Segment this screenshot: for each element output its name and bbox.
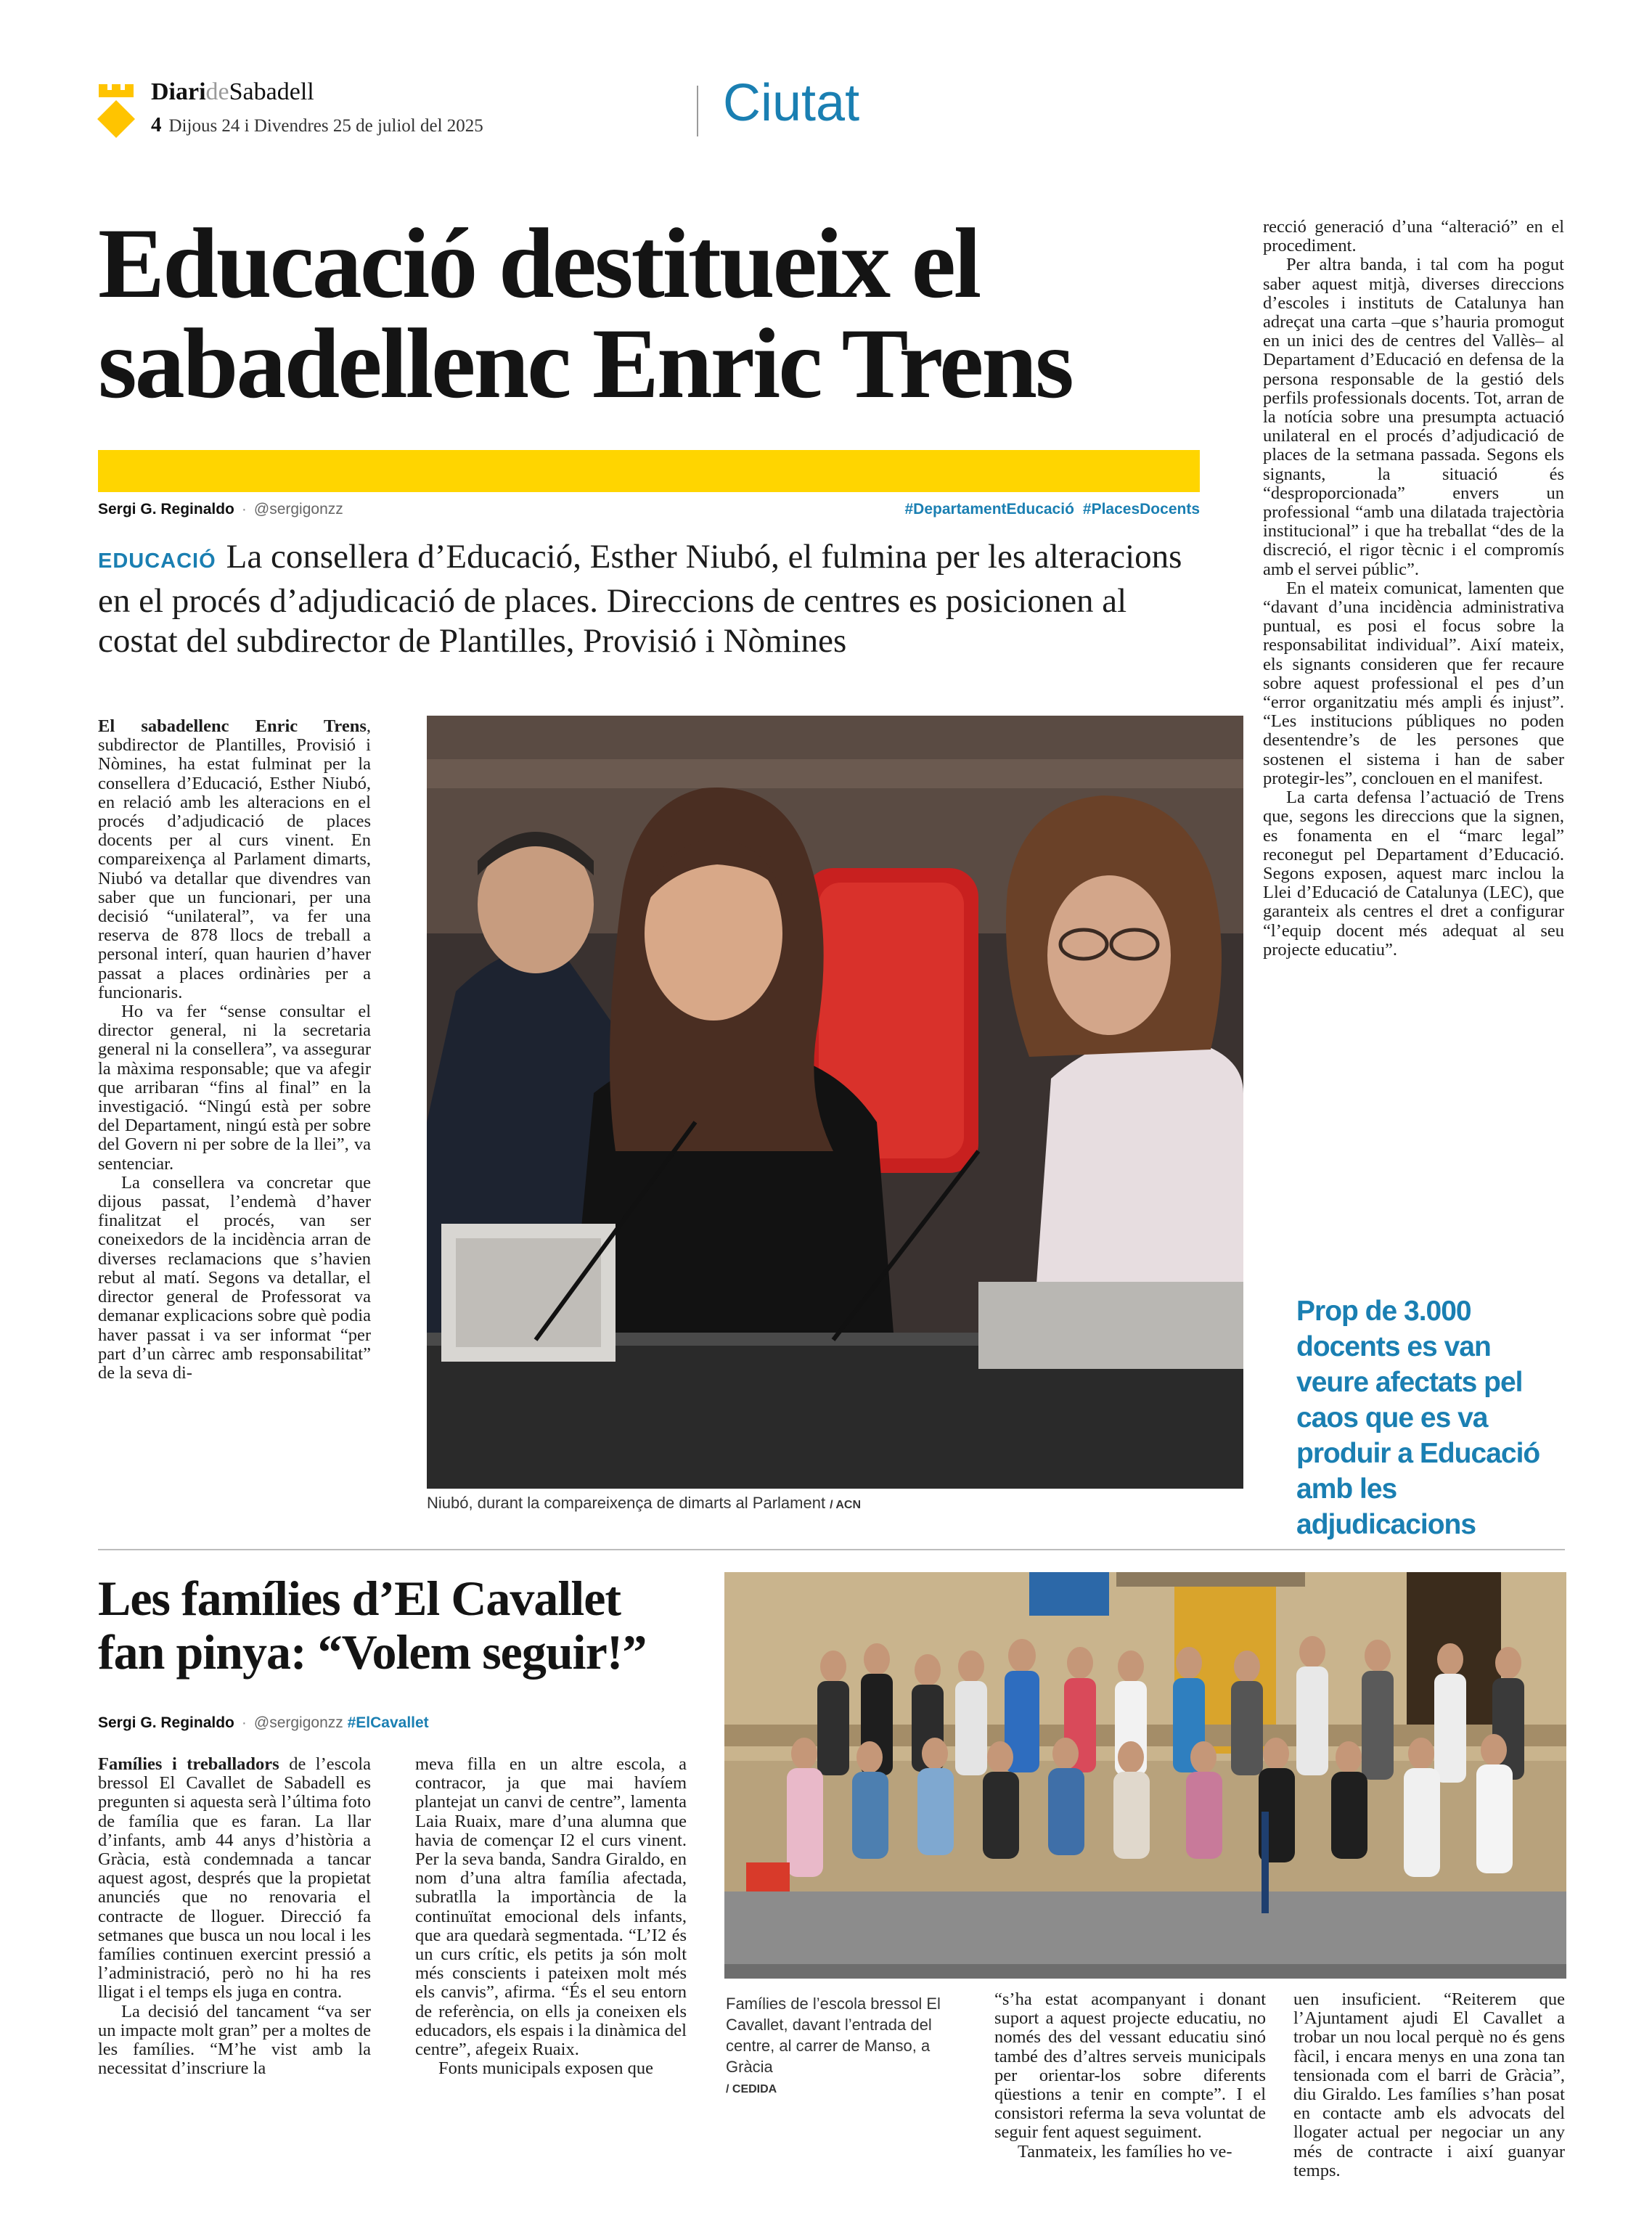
tag-departament-educacio[interactable]: #DepartamentEducació	[904, 501, 1074, 518]
section-title[interactable]: Ciutat	[723, 74, 860, 132]
main-headline: Educació destitueix el sabadellenc Enric Trens	[98, 208, 1072, 419]
kicker-label: EDUCACIÓ	[98, 549, 216, 573]
caption-text: Niubó, durant la compareixença de dimarts al Parlament	[427, 1494, 826, 1512]
paragraph: La carta defensa l’actuació de Trens que, segons les direccions que la signen, es fonamenta en el “marc legal” reconegut pel Departament d’Educació. Segons exposen, aquest marc inclou la Llei d’Educació de Catalunya (LEC), que garanteix als centres el dret a configurar “l’equip docent més adequat al seu projecte educatiu”.	[1263, 788, 1564, 960]
author-name: Sergi G. Reginaldo	[98, 1714, 234, 1731]
author-name: Sergi G. Reginaldo	[98, 501, 234, 518]
byline	[98, 501, 343, 518]
parliament-photo	[427, 716, 1243, 1489]
paragraph: Ho va fer “sense consultar el director general, ni la secretaria general ni la consellera”, va assegurar la màxima responsable; que va afegir que arribaran “fins al final” en la investigació. “Ningú està per sobre del Departament, ningú està per sobre del Govern ni per sobre de la llei”, va sentenciar.	[98, 1002, 371, 1174]
families-group-photo	[724, 1572, 1566, 1979]
paragraph: En el mateix comunicat, lamenten que “davant d’una incidència administrativa puntual, es posi el focus sobre la responsabilitat individual”. Així mateix, els signants consideren que fer recaure sobre aquest professional el pes d’un “error organitzatiu més ampli és injust”. “Les institucions públiques no poden desentendre’s de les persones que sostenen el sistema i han de saber protegir-les”, conclouen en el manifest.	[1263, 578, 1564, 788]
paragraph: Per altra banda, i tal com ha pogut saber aquest mitjà, diverses direccions d’escoles i instituts de Catalunya han adreçat una carta –que s’hauria promogut en un inici des de centres del Vallès– al Departament d’Educació en defensa de la persona responsable de la gestió dels perfils professionals docents. Tot, arran de la notícia sobre una presumpta actuació unilateral en el procés d’adjudicació de places de la setmana passada. Segons els signants, la situació és “desproporcionada” envers un professional “amb una dilatada trajectòria institucional” i que ha treballat “des de la discreció, el rigor tècnic i el compromís amb el servei públic”.	[1263, 255, 1564, 579]
byline-separator: ·	[241, 1714, 247, 1731]
brand-part-1: Diari	[151, 78, 206, 105]
paragraph	[98, 1755, 371, 2003]
caption-text: Famílies de l’escola bressol El Cavallet, davant l’entrada del centre, al carrer de Manso, a Gràcia	[726, 1995, 941, 2076]
story2-column-2	[415, 1755, 687, 2206]
paragraph: La decisió del tancament “va ser un impacte molt gran” per a moltes de les famílies. “M’he vist amb la necessitat d’inscriure la	[98, 2001, 371, 2079]
paragraph-text: de l’escola bressol El Cavallet de Sabadell es pregunten si aquesta serà l’última foto de família que es faran. La llar d’infants, amb 44 anys d’història a Gràcia, està condemnada a tancar aquest agost, després que la propietat anunciés que no renovaria el contracte de lloguer. Direcció fa setmanes que busca un nou local i les famílies continuen exercint pressió a l’administració, però no hi ha res lligat i el temps els juga en contra.	[98, 1755, 371, 2003]
photo-credit: / ACN	[830, 1499, 862, 1511]
tag-places-docents[interactable]: #PlacesDocents	[1082, 501, 1200, 518]
newspaper-logo-icon	[94, 81, 138, 139]
story2-column-4	[1293, 1990, 1565, 2208]
byline-story2	[98, 1714, 429, 1732]
paragraph: recció generació d’una “alteració” en el procediment.	[1263, 218, 1564, 256]
story1-column-3	[1263, 218, 1564, 1264]
photo-caption-story2	[726, 1993, 944, 2100]
issue-date: Dijous 24 i Divendres 25 de juliol del 2025	[168, 116, 483, 136]
brand-part-2: de	[205, 78, 229, 105]
author-handle[interactable]: @sergigonzz	[253, 501, 343, 518]
story-tags	[820, 501, 1200, 518]
page-number: 4	[151, 113, 162, 136]
paragraph: uen insuficient. “Reiterem que l’Ajuntament ajudi El Cavallet a trobar un nou local perquè no és gens fàcil, i encara menys en una zona tan tensionada com el barri de Gràcia”, diu Giraldo. Les famílies s’han posat en contacte amb els advocats del llogater actual per negociar un any més de contracte i així guanyar temps.	[1293, 1990, 1565, 2180]
paragraph: La consellera va concretar que dijous passat, l’endemà d’haver finalitzat el procés, van ser coneixedors de la incidència arran de diverses reclamacions que s’havien rebut al matí. Segons va detallar, el director general de Professorat va demanar explicacions sobre què podia haver passat i va ser informat “per part d’un càrrec amb responsabilitat” de la seva di-	[98, 1172, 371, 1383]
byline-separator: ·	[241, 501, 247, 518]
secondary-headline: Les famílies d’El Cavallet fan pinya: “Volem seguir!”	[98, 1571, 647, 1680]
brand-part-3: Sabadell	[229, 78, 314, 105]
paragraph: Fonts municipals exposen que	[438, 2058, 654, 2079]
deck-text: La consellera d’Educació, Esther Niubó, el fulmina per les alteracions en el procés d’adjudicació de places. Direccions de centres es posicionen al costat del subdirector de Plantilles, Provisió i Nòmines	[98, 538, 1182, 660]
pull-quote: Prop de 3.000 docents es van veure afectats pel caos que es va produir a Educació amb les adjudicacions	[1296, 1296, 1540, 1540]
lead-in: Famílies i treballadors	[98, 1755, 279, 1774]
photo-caption	[427, 1494, 861, 1513]
story2-column-1	[98, 1755, 371, 2206]
paragraph: Tanmateix, les famílies ho ve-	[1018, 2141, 1232, 2161]
story1-column-1	[98, 717, 371, 1514]
section-divider	[697, 86, 698, 136]
tag-el-cavallet[interactable]: #ElCavallet	[347, 1714, 429, 1731]
story-separator	[98, 1549, 1565, 1550]
paragraph-text: , subdirector de Plantilles, Provisió i Nòmines, ha estat fulminat per la consellera d’Educació, Esther Niubó, en relació amb les alteracions en el procés d’adjudicació de places docents per al curs vinent. En compareixença al Parlament dimarts, Niubó va detallar que divendres van saber que un funcionari, per una decisió “unilateral”, va fer una reserva de 878 llocs de treball a personal interí, quan haurien d’haver passat a places ordinàries per a funcionaris.	[98, 717, 371, 1002]
newspaper-brand[interactable]	[151, 78, 314, 106]
page-info	[151, 113, 483, 137]
author-handle[interactable]: @sergigonzz	[253, 1714, 343, 1731]
paragraph: “s’ha estat acompanyant i donant suport a aquest projecte educatiu, no només des del vessant educatiu sinó també des d’altres serveis municipals per orientar-los sobre diferents qüestions a tenir en compte”. I el consistori referma la seva voluntat de seguir fent aquest seguiment.	[994, 1990, 1266, 2143]
standfirst	[98, 537, 1201, 661]
headline-highlight-bar	[98, 450, 1200, 492]
paragraph	[98, 717, 371, 1002]
story2-column-3	[994, 1990, 1266, 2208]
photo-credit: / CEDIDA	[726, 2083, 777, 2095]
paragraph: meva filla en un altre escola, a contracor, ja que mai havíem plantejat un canvi de centre”, lamenta Laia Ruaix, mare d’una alumna que havia de començar I2 el curs vinent. Per la seva banda, Sandra Giraldo, en nom d’una altra família afectada, subratlla la importància de la continuïtat emocional dels infants, que ara quedarà segmentada. “L’I2 és un curs crític, els petits ja són molt més conscients i pateixen molt més els canvis”, afirma. “És el seu entorn de referència, on ells ja coneixen els educadors, els espais i la dinàmica del centre”, afegeix Ruaix.	[415, 1755, 687, 2060]
lead-in: El sabadellenc Enric Trens	[98, 717, 367, 736]
